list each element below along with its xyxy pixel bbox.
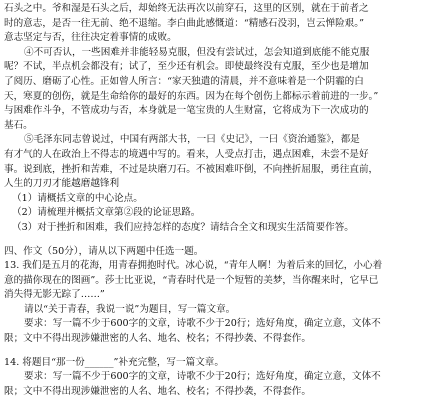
- text-line: 呢？不试，半点机会都没有；试了，至少还有机会。即使最终没有克服，至少也是增加: [4, 61, 369, 73]
- text-line: 限；文中不得出现涉嫌泄密的人名、地名、校名；不得抄袭、不得套作。: [4, 333, 311, 345]
- question-2: （2）请梳理并概括文章第②段的论证思路。: [12, 207, 201, 219]
- essay-prompt-14: 14. 将题目“那一份______”补充完整，写一篇文章。: [4, 356, 224, 368]
- section-heading-essay: 四、作文（50分），请从以下两题中任选一题。: [4, 245, 204, 257]
- text-line: 石头之中。爷和湿是石头之后，却始终无法再次以前穿石，这里的区别，就在于前者之: [4, 3, 369, 14]
- text-line: 了阅历、磨砺了心性。正如曾人所言：“家天独遣的清晨，并不意味着是一个阴霾的白: [4, 75, 364, 87]
- essay-13-requirements: 要求：写一篇不少于600字的文章，诗歌不少于20行；选好角度，确定立意，文体不: [24, 318, 381, 330]
- text-line: 有才气的人在政治上不得志的境遇中写的。看来，人受点打击，遇点困难，未尝不是好: [4, 148, 369, 160]
- text-line: 限；文中不得出现涉嫌泄密的人名、地名、校名；不得抄袭，不得套作。: [4, 385, 311, 397]
- text-line: 人生的刀刃才能越磨越锋利: [4, 178, 120, 190]
- question-1: （1）请概括文章的中心论点。: [12, 192, 143, 204]
- text-line: 事。说到底，挫折和苦难，不过是块磨刀石。不被困难吓倒，不向挫折屈服，勇往直前，: [4, 163, 379, 175]
- text-line: 意志坚定与否，往往决定着事情的成败。: [4, 32, 177, 44]
- essay-14-requirements: 要求：写一篇不少于600字的文章，诗歌不少于20行；选好角度，确定立意，文体不: [24, 371, 381, 383]
- essay-prompt-13: 13. 我们是五月的花海，用青春拥抱时代。冰心说，“青年人啊！为着后来的回忆，小心着: [4, 260, 383, 272]
- text-line: 基石。: [4, 119, 33, 131]
- question-3: （3）对于挫折和困难，我们应持怎样的态度？请结合全文和现实生活简要作答。: [12, 221, 354, 233]
- text-line: 与困难作斗争，不管成功与否，本身就是一笔宝贵的人生财富，它将成为下一次成功的: [4, 105, 369, 117]
- paragraph-5-start: ⑤毛泽东同志曾说过，中国有两部大书，一曰《史记》，一曰《资治通鉴》，都是: [24, 134, 360, 146]
- essay-13-title-instruction: 请以“关于青春，我说一说”为题目，写一篇文章。: [24, 303, 236, 315]
- text-line: 消失得无影无踪了……”: [4, 289, 105, 301]
- paragraph-4-start: ④不可否认，一些困难并非能轻易克服，但没有尝试过，怎会知道到底能不能克服: [24, 46, 370, 58]
- text-line: 时的意志，是否一往无前、绝不退缩。李白曲此感慨道：“精感石没羽，岂云惮险艰。”: [4, 17, 364, 29]
- text-line: 天，寒夏的创伤，就是生命给你的最好的东西。因为在每个创伤上都标示着前进的一步。”: [4, 90, 379, 102]
- text-line: 意的描你现在的图画”。莎士比亚说，“青春时代是一个短暂的美梦，当你醒来时，它早已: [4, 274, 379, 286]
